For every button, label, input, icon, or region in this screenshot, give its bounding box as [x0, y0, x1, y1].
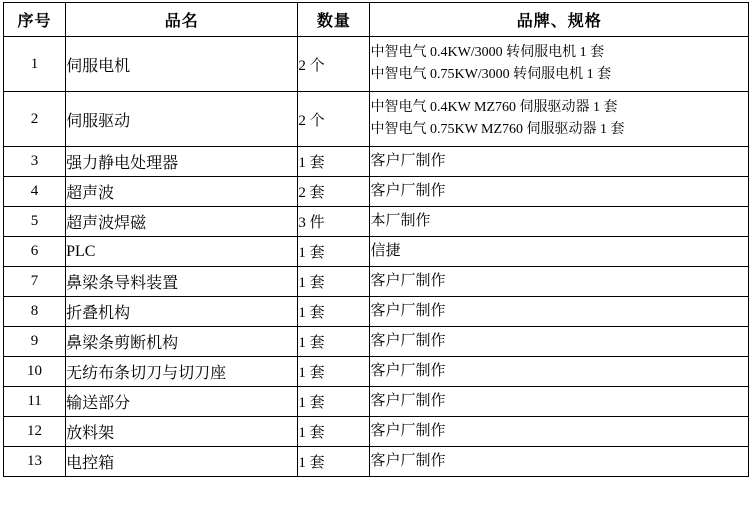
cell-brand-spec [370, 237, 749, 267]
cell-brand-spec [370, 417, 749, 447]
table-row [4, 387, 749, 417]
table-row [4, 327, 749, 357]
table-header-row [4, 3, 749, 37]
cell-name: PLC [66, 237, 298, 267]
cell-no: 11 [4, 387, 66, 417]
table-row [4, 267, 749, 297]
cell-brand-spec [370, 267, 749, 297]
brand-spec-line: 客户厂制作 [370, 332, 446, 349]
cell-name: 折叠机构 [66, 297, 298, 327]
cell-quantity: 2 套 [298, 177, 370, 207]
document-page [0, 2, 752, 507]
cell-name: 输送部分 [66, 387, 298, 417]
column-header-no: 序号 [4, 3, 66, 37]
cell-quantity: 1 套 [298, 327, 370, 357]
brand-spec-line: 本厂制作 [370, 212, 431, 229]
cell-no: 9 [4, 327, 66, 357]
brand-spec-line: 客户厂制作 [370, 302, 446, 319]
table-row [4, 447, 749, 477]
cell-no: 6 [4, 237, 66, 267]
cell-quantity: 1 套 [298, 387, 370, 417]
cell-brand-spec [370, 447, 749, 477]
cell-quantity: 2 个 [298, 37, 370, 92]
brand-spec-line: 中智电气 0.4KW/3000 转伺服电机 1 套 [370, 45, 605, 61]
specification-table [3, 2, 749, 477]
table-row [4, 177, 749, 207]
cell-no: 4 [4, 177, 66, 207]
cell-quantity: 2 个 [298, 92, 370, 147]
table-row [4, 92, 749, 147]
brand-spec-line: 客户厂制作 [370, 182, 446, 199]
table-body [4, 37, 749, 477]
brand-spec-line: 客户厂制作 [370, 452, 446, 469]
cell-no: 5 [4, 207, 66, 237]
cell-name: 超声波 [66, 177, 298, 207]
brand-spec-line: 中智电气 0.75KW MZ760 伺服驱动器 1 套 [370, 122, 625, 137]
cell-no: 2 [4, 92, 66, 147]
cell-no: 7 [4, 267, 66, 297]
brand-spec-line: 客户厂制作 [370, 392, 446, 409]
cell-brand-spec [370, 357, 749, 387]
cell-no: 10 [4, 357, 66, 387]
cell-name: 无纺布条切刀与切刀座 [66, 357, 298, 387]
table-row [4, 417, 749, 447]
brand-spec-line: 客户厂制作 [370, 152, 446, 169]
column-header-brand: 品牌、规格 [370, 3, 749, 37]
cell-no: 13 [4, 447, 66, 477]
cell-quantity: 1 套 [298, 147, 370, 177]
cell-brand-spec [370, 327, 749, 357]
column-header-qty: 数量 [298, 3, 370, 37]
cell-brand-spec [370, 387, 749, 417]
cell-quantity: 1 套 [298, 237, 370, 267]
brand-spec-line: 中智电气 0.75KW/3000 转伺服电机 1 套 [370, 67, 612, 82]
cell-name: 鼻梁条导料装置 [66, 267, 298, 297]
table-row [4, 297, 749, 327]
cell-no: 8 [4, 297, 66, 327]
table-row [4, 147, 749, 177]
brand-spec-line: 中智电气 0.4KW MZ760 伺服驱动器 1 套 [370, 100, 618, 116]
cell-name: 电控箱 [66, 447, 298, 477]
brand-spec-line: 客户厂制作 [370, 362, 446, 379]
cell-no: 3 [4, 147, 66, 177]
cell-name: 伺服电机 [66, 37, 298, 92]
cell-quantity: 1 套 [298, 297, 370, 327]
cell-name: 伺服驱动 [66, 92, 298, 147]
cell-quantity: 1 套 [298, 267, 370, 297]
column-header-name: 品名 [66, 3, 298, 37]
cell-brand-spec [370, 92, 749, 147]
brand-spec-line: 客户厂制作 [370, 272, 446, 289]
cell-quantity: 1 套 [298, 357, 370, 387]
cell-no: 12 [4, 417, 66, 447]
cell-quantity: 1 套 [298, 417, 370, 447]
cell-brand-spec [370, 147, 749, 177]
cell-name: 鼻梁条剪断机构 [66, 327, 298, 357]
cell-name: 强力静电处理器 [66, 147, 298, 177]
brand-spec-line: 客户厂制作 [370, 422, 446, 439]
table-row [4, 37, 749, 92]
table-row [4, 357, 749, 387]
cell-quantity: 3 件 [298, 207, 370, 237]
cell-brand-spec [370, 297, 749, 327]
table-header [4, 3, 749, 37]
cell-quantity: 1 套 [298, 447, 370, 477]
table-row [4, 237, 749, 267]
cell-no: 1 [4, 37, 66, 92]
cell-brand-spec [370, 37, 749, 92]
cell-name: 放料架 [66, 417, 298, 447]
cell-name: 超声波焊磁 [66, 207, 298, 237]
cell-brand-spec [370, 177, 749, 207]
cell-brand-spec [370, 207, 749, 237]
table-row [4, 207, 749, 237]
brand-spec-line: 信捷 [370, 242, 401, 259]
